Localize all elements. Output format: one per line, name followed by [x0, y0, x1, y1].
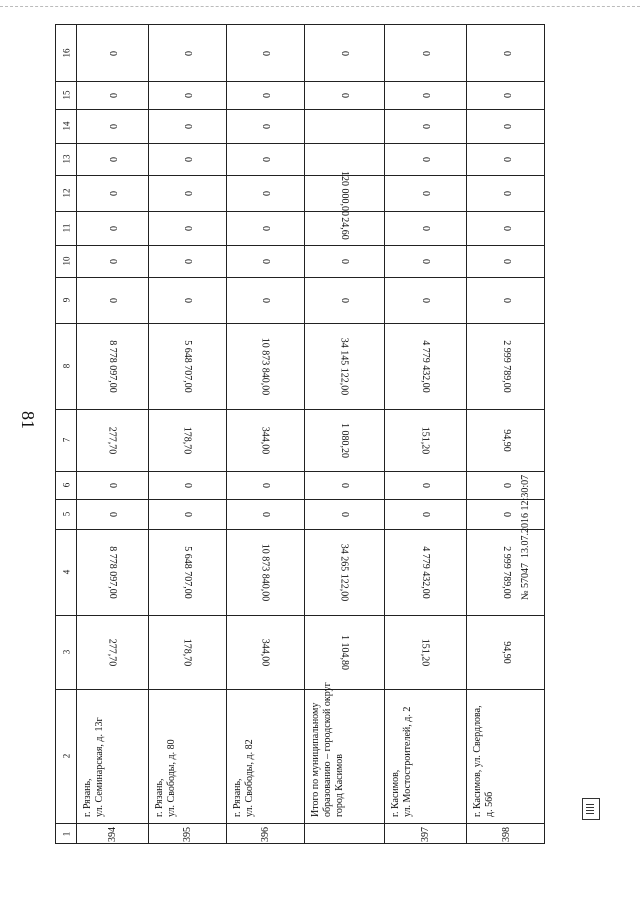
- cell-value: 0: [500, 225, 512, 231]
- cell-value: 2 999 789,00: [500, 339, 512, 393]
- value-cell: [76, 471, 148, 499]
- value-cell: [466, 499, 546, 529]
- column-header: [56, 323, 76, 409]
- column-header-label: 9: [61, 297, 71, 303]
- cell-value: 94,90: [500, 428, 512, 452]
- cell-value: 0: [500, 482, 512, 488]
- cell-value: 344,00: [259, 638, 271, 666]
- cell-value: 0: [419, 156, 431, 162]
- value-cell: [76, 529, 148, 615]
- cell-value: 24,60: [338, 216, 350, 240]
- cell-value: 0: [181, 50, 193, 56]
- cell-value: 0: [181, 190, 193, 196]
- column-header: [56, 81, 76, 109]
- column-header: [56, 175, 76, 211]
- row-number: [304, 823, 384, 845]
- cell-value: 0: [338, 297, 350, 303]
- cell-value: 0: [500, 92, 512, 98]
- cell-value: 395: [181, 826, 193, 842]
- cell-value: 0: [500, 258, 512, 264]
- column-header-label: 14: [61, 121, 71, 131]
- row-number: [384, 823, 466, 845]
- cell-value: 34 265 122,00: [338, 543, 350, 601]
- cell-value: 0: [106, 511, 118, 517]
- cell-value: 10 873 840,00: [259, 543, 271, 601]
- value-cell: [76, 615, 148, 689]
- cell-value: 0: [181, 156, 193, 162]
- cell-value: 1 080,20: [338, 422, 350, 458]
- cell-value: 0: [106, 297, 118, 303]
- value-cell: [148, 81, 226, 109]
- column-header: [56, 143, 76, 175]
- row-number: [466, 823, 546, 845]
- value-cell: [226, 175, 304, 211]
- cell-value: 120 000,00: [338, 170, 350, 216]
- cell-value: 0: [181, 482, 193, 488]
- cell-value: 0: [106, 225, 118, 231]
- address-line: ул. Свободы, д. 82: [244, 739, 255, 817]
- column-header-label: 7: [61, 437, 71, 443]
- value-cell: [304, 245, 384, 277]
- cell-value: 0: [419, 92, 431, 98]
- value-cell: [76, 211, 148, 245]
- value-cell: [384, 109, 466, 143]
- value-cell: [384, 499, 466, 529]
- column-header: [56, 25, 76, 81]
- cell-value: 0: [181, 225, 193, 231]
- footer-stamp-text: [520, 300, 534, 600]
- value-cell: [226, 409, 304, 471]
- address-line: ул. Мостостроителей, д. 2: [402, 706, 413, 817]
- cell-value: 0: [259, 92, 271, 98]
- cell-value: 0: [181, 258, 193, 264]
- cell-value: 0: [419, 482, 431, 488]
- cell-value: 0: [500, 190, 512, 196]
- address-line: город Касимов: [334, 754, 345, 817]
- value-cell: [384, 143, 466, 175]
- value-cell: [304, 109, 384, 143]
- cell-value: 4 779 432,00: [419, 339, 431, 393]
- page-number: 81: [18, 411, 38, 429]
- value-cell: [466, 211, 546, 245]
- value-cell: [466, 471, 546, 499]
- cell-value: 0: [259, 156, 271, 162]
- cell-value: 0: [259, 123, 271, 129]
- value-cell: [226, 109, 304, 143]
- cell-value: 344,00: [259, 426, 271, 454]
- address-line: г. Касимов,: [390, 769, 401, 817]
- value-cell: [76, 245, 148, 277]
- value-cell: [466, 25, 546, 81]
- value-cell: [148, 529, 226, 615]
- value-cell: [226, 499, 304, 529]
- column-header: [56, 499, 76, 529]
- value-cell: [148, 211, 226, 245]
- column-header: [56, 109, 76, 143]
- column-header-label: 11: [60, 223, 71, 233]
- value-cell: [148, 615, 226, 689]
- value-cell: [76, 499, 148, 529]
- value-cell: [304, 211, 384, 245]
- cell-value: 0: [419, 297, 431, 303]
- value-cell: [148, 245, 226, 277]
- column-header-label: 15: [61, 90, 71, 100]
- value-cell: [226, 25, 304, 81]
- cell-value: 0: [419, 190, 431, 196]
- column-header: [56, 277, 76, 323]
- value-cell: [226, 529, 304, 615]
- doc-datetime: 13.07.2016 12:30:07: [520, 474, 531, 558]
- column-header: [56, 529, 76, 615]
- value-cell: [384, 323, 466, 409]
- address-line: г. Рязань,: [232, 778, 243, 817]
- address-line: образованию – городской округ: [322, 682, 333, 817]
- cell-value: 0: [500, 511, 512, 517]
- value-cell: [384, 211, 466, 245]
- cell-value: 8 778 097,00: [106, 545, 118, 599]
- value-cell: [148, 109, 226, 143]
- cell-value: 0: [259, 258, 271, 264]
- cell-value: 178,70: [181, 638, 193, 666]
- value-cell: [148, 143, 226, 175]
- column-header-label: 4: [61, 569, 71, 575]
- column-header-label: 8: [61, 363, 71, 369]
- column-header-label: 2: [61, 753, 71, 759]
- cell-value: 0: [259, 482, 271, 488]
- address-cell: [226, 689, 304, 823]
- cell-value: 0: [259, 511, 271, 517]
- cell-value: 0: [106, 156, 118, 162]
- value-cell: [304, 277, 384, 323]
- value-cell: [384, 245, 466, 277]
- value-cell: [76, 109, 148, 143]
- value-cell: [304, 170, 384, 216]
- stamp-icon: [582, 798, 600, 820]
- value-cell: [304, 529, 384, 615]
- cell-value: 0: [338, 50, 350, 56]
- cell-value: 0: [106, 92, 118, 98]
- row-number: [148, 823, 226, 845]
- top-dashed-line: [0, 6, 640, 7]
- column-header-label: 13: [61, 154, 71, 164]
- cell-value: 5 648 707,00: [181, 339, 193, 393]
- column-header-label: 10: [61, 256, 71, 266]
- cell-value: 0: [181, 123, 193, 129]
- cell-value: 0: [181, 92, 193, 98]
- cell-value: 10 873 840,00: [259, 337, 271, 395]
- value-cell: [148, 25, 226, 81]
- address-line: Итого по муниципальному: [310, 702, 321, 817]
- column-header: [56, 823, 76, 845]
- value-cell: [384, 471, 466, 499]
- cell-value: 151,20: [419, 426, 431, 454]
- value-cell: [148, 409, 226, 471]
- value-cell: [384, 25, 466, 81]
- cell-value: 0: [338, 511, 350, 517]
- address-cell: [76, 689, 148, 823]
- cell-value: 0: [106, 258, 118, 264]
- value-cell: [226, 211, 304, 245]
- value-cell: [466, 409, 546, 471]
- value-cell: [226, 615, 304, 689]
- cell-value: 398: [500, 826, 512, 842]
- cell-value: 396: [259, 826, 271, 842]
- value-cell: [226, 323, 304, 409]
- cell-value: 4 779 432,00: [419, 545, 431, 599]
- value-cell: [384, 175, 466, 211]
- value-cell: [76, 175, 148, 211]
- value-cell: [76, 277, 148, 323]
- column-header: [56, 245, 76, 277]
- data-table: [55, 24, 545, 844]
- value-cell: [226, 81, 304, 109]
- column-header: [56, 409, 76, 471]
- column-header: [56, 471, 76, 499]
- value-cell: [76, 323, 148, 409]
- value-cell: [226, 471, 304, 499]
- cell-value: 0: [106, 482, 118, 488]
- value-cell: [76, 81, 148, 109]
- column-header-label: 16: [61, 48, 71, 58]
- cell-value: 34 145 122,00: [338, 337, 350, 395]
- address-cell: [384, 689, 466, 823]
- cell-value: 0: [106, 50, 118, 56]
- cell-value: 5 648 707,00: [181, 545, 193, 599]
- address-line: г. Рязань,: [154, 778, 165, 817]
- address-cell: [304, 682, 384, 823]
- column-header: [56, 211, 76, 245]
- value-cell: [384, 615, 466, 689]
- value-cell: [76, 143, 148, 175]
- value-cell: [148, 277, 226, 323]
- cell-value: 0: [419, 258, 431, 264]
- cell-value: 0: [419, 50, 431, 56]
- cell-value: 0: [106, 190, 118, 196]
- value-cell: [304, 323, 384, 409]
- value-cell: [466, 529, 546, 615]
- address-cell: [466, 689, 546, 823]
- cell-value: 1 104,80: [338, 634, 350, 670]
- cell-value: 0: [259, 225, 271, 231]
- address-line: д. 56б: [484, 791, 495, 817]
- cell-value: 0: [500, 123, 512, 129]
- value-cell: [466, 323, 546, 409]
- column-header-label: 12: [61, 188, 71, 198]
- column-header: [56, 689, 76, 823]
- address-line: г. Касимов, ул. Свердлова,: [472, 705, 483, 817]
- value-cell: [304, 25, 384, 81]
- cell-value: 151,20: [419, 638, 431, 666]
- value-cell: [148, 499, 226, 529]
- value-cell: [304, 471, 384, 499]
- column-header-label: 3: [61, 649, 71, 655]
- value-cell: [466, 143, 546, 175]
- value-cell: [384, 277, 466, 323]
- cell-value: 0: [500, 50, 512, 56]
- address-line: ул. Свободы, д. 80: [166, 739, 177, 817]
- value-cell: [304, 81, 384, 109]
- cell-value: 277,70: [106, 426, 118, 454]
- value-cell: [148, 471, 226, 499]
- column-header-label: 5: [61, 511, 71, 517]
- row-number: [76, 823, 148, 845]
- value-cell: [384, 529, 466, 615]
- cell-value: 0: [338, 482, 350, 488]
- cell-value: 394: [106, 826, 118, 842]
- value-cell: [466, 615, 546, 689]
- value-cell: [304, 499, 384, 529]
- cell-value: 0: [259, 297, 271, 303]
- doc-number: № 57047: [520, 562, 531, 600]
- cell-value: 0: [259, 50, 271, 56]
- address-line: ул. Семинарская, д. 13г: [94, 717, 105, 817]
- cell-value: 0: [181, 511, 193, 517]
- value-cell: [148, 175, 226, 211]
- cell-value: 0: [338, 258, 350, 264]
- cell-value: 0: [338, 92, 350, 98]
- value-cell: [76, 409, 148, 471]
- cell-value: 0: [419, 225, 431, 231]
- cell-value: 0: [419, 511, 431, 517]
- value-cell: [304, 409, 384, 471]
- column-header: [56, 615, 76, 689]
- cell-value: 397: [419, 826, 431, 842]
- value-cell: [226, 277, 304, 323]
- value-cell: [466, 245, 546, 277]
- cell-value: 0: [259, 190, 271, 196]
- value-cell: [148, 323, 226, 409]
- cell-value: 8 778 097,00: [106, 339, 118, 393]
- value-cell: [304, 615, 384, 689]
- value-cell: [304, 143, 384, 175]
- value-cell: [226, 143, 304, 175]
- column-header-label: 1: [61, 831, 71, 837]
- address-line: г. Рязань,: [82, 778, 93, 817]
- cell-value: 0: [500, 156, 512, 162]
- value-cell: [466, 109, 546, 143]
- value-cell: [466, 277, 546, 323]
- cell-value: 94,90: [500, 640, 512, 664]
- cell-value: 0: [181, 297, 193, 303]
- cell-value: 0: [419, 123, 431, 129]
- address-cell: [148, 689, 226, 823]
- value-cell: [384, 81, 466, 109]
- column-header-label: 6: [61, 482, 71, 488]
- value-cell: [384, 409, 466, 471]
- row-number: [226, 823, 304, 845]
- cell-value: 277,70: [106, 638, 118, 666]
- value-cell: [226, 245, 304, 277]
- cell-value: 178,70: [181, 426, 193, 454]
- value-cell: [76, 25, 148, 81]
- cell-value: 0: [500, 297, 512, 303]
- cell-value: 0: [106, 123, 118, 129]
- value-cell: [466, 81, 546, 109]
- cell-value: 2 999 789,00: [500, 545, 512, 599]
- value-cell: [466, 175, 546, 211]
